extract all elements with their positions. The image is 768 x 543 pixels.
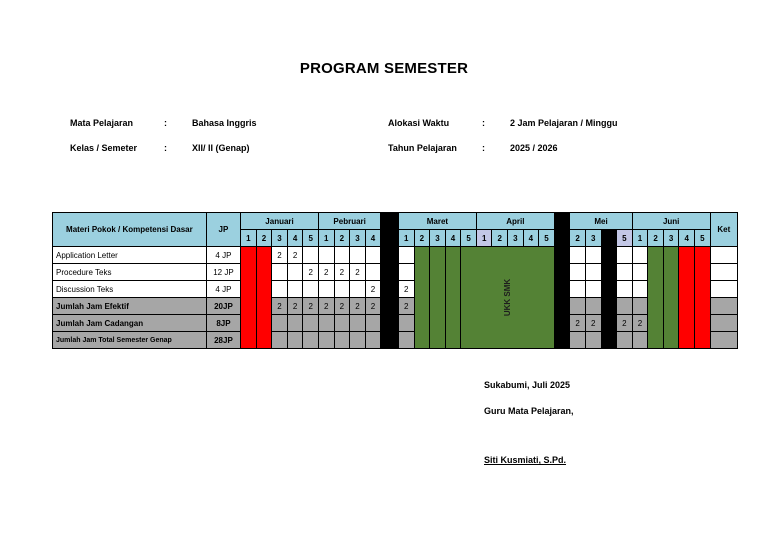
month-april: April	[476, 213, 554, 230]
value-cell	[585, 281, 601, 298]
value-cell	[272, 332, 288, 349]
value-cell	[570, 298, 586, 315]
break-column-3	[601, 230, 617, 349]
jp-cell: 4 JP	[206, 247, 240, 264]
mapel-value: Bahasa Inggris	[192, 118, 257, 128]
value-cell	[617, 264, 633, 281]
ket-cell	[710, 298, 737, 315]
jp-header: JP	[206, 213, 240, 247]
value-cell	[570, 281, 586, 298]
value-cell	[398, 247, 414, 264]
value-cell	[287, 332, 303, 349]
week-cell: 2	[256, 230, 272, 247]
week-cell: 5	[461, 230, 477, 247]
value-cell	[318, 247, 334, 264]
summary-label: Jumlah Jam Efektif	[53, 298, 207, 315]
month-januari: Januari	[241, 213, 319, 230]
holiday-block	[256, 247, 272, 349]
green-block	[663, 247, 679, 349]
value-cell: 2	[334, 298, 350, 315]
ket-cell	[710, 332, 737, 349]
value-cell	[617, 332, 633, 349]
value-cell: 2	[272, 247, 288, 264]
materi-cell: Discussion Teks	[53, 281, 207, 298]
kelas-label: Kelas / Semeter	[70, 143, 138, 153]
value-cell: 2	[585, 315, 601, 332]
green-block	[430, 247, 446, 349]
month-pebruari: Pebruari	[318, 213, 380, 230]
alokasi-value: 2 Jam Pelajaran / Minggu	[510, 118, 618, 128]
value-cell	[585, 247, 601, 264]
holiday-block	[679, 247, 695, 349]
week-cell: 3	[585, 230, 601, 247]
value-cell	[303, 281, 319, 298]
value-cell	[334, 247, 350, 264]
value-cell	[287, 315, 303, 332]
value-cell: 2	[632, 315, 648, 332]
value-cell	[318, 281, 334, 298]
mapel-colon: :	[164, 118, 167, 128]
week-cell: 2	[648, 230, 664, 247]
value-cell	[287, 281, 303, 298]
week-cell: 5	[617, 230, 633, 247]
value-cell	[585, 264, 601, 281]
week-cell: 2	[334, 230, 350, 247]
tahun-value: 2025 / 2026	[510, 143, 558, 153]
value-cell	[365, 264, 381, 281]
week-cell: 4	[679, 230, 695, 247]
value-cell	[334, 281, 350, 298]
week-cell: 3	[350, 230, 366, 247]
value-cell	[287, 264, 303, 281]
value-cell	[570, 332, 586, 349]
tahun-colon: :	[482, 143, 485, 153]
jp-cell: 20JP	[206, 298, 240, 315]
alokasi-label: Alokasi Waktu	[388, 118, 450, 128]
value-cell: 2	[272, 298, 288, 315]
tahun-label: Tahun Pelajaran	[388, 143, 457, 153]
value-cell: 2	[318, 298, 334, 315]
value-cell	[303, 247, 319, 264]
materi-header: Materi Pokok / Kompetensi Dasar	[53, 213, 207, 247]
value-cell: 2	[334, 264, 350, 281]
holiday-block	[695, 247, 711, 349]
value-cell	[318, 332, 334, 349]
week-cell: 1	[476, 230, 492, 247]
week-cell: 4	[287, 230, 303, 247]
value-cell	[334, 332, 350, 349]
value-cell	[632, 264, 648, 281]
value-cell	[617, 298, 633, 315]
materi-cell: Procedure Teks	[53, 264, 207, 281]
green-block	[414, 247, 430, 349]
value-cell: 2	[398, 298, 414, 315]
week-cell: 3	[430, 230, 446, 247]
jp-cell: 28JP	[206, 332, 240, 349]
value-cell	[303, 332, 319, 349]
value-cell	[334, 315, 350, 332]
kelas-value: XII/ II (Genap)	[192, 143, 250, 153]
value-cell	[632, 247, 648, 264]
value-cell	[350, 281, 366, 298]
week-cell: 1	[632, 230, 648, 247]
value-cell	[632, 332, 648, 349]
value-cell: 2	[350, 298, 366, 315]
value-cell: 2	[287, 247, 303, 264]
month-maret: Maret	[398, 213, 476, 230]
alokasi-colon: :	[482, 118, 485, 128]
value-cell	[617, 247, 633, 264]
jp-cell: 4 JP	[206, 281, 240, 298]
ket-cell	[710, 315, 737, 332]
week-cell: 1	[241, 230, 257, 247]
value-cell	[350, 247, 366, 264]
ket-cell	[710, 281, 737, 298]
jp-cell: 12 JP	[206, 264, 240, 281]
week-cell: 3	[508, 230, 524, 247]
value-cell	[272, 315, 288, 332]
value-cell	[570, 264, 586, 281]
month-juni: Juni	[632, 213, 710, 230]
value-cell: 2	[287, 298, 303, 315]
value-cell	[272, 264, 288, 281]
value-cell: 2	[303, 264, 319, 281]
week-cell: 3	[272, 230, 288, 247]
green-block	[648, 247, 664, 349]
week-cell: 4	[365, 230, 381, 247]
green-block	[445, 247, 461, 349]
value-cell: 2	[398, 281, 414, 298]
value-cell	[303, 315, 319, 332]
value-cell: 2	[365, 281, 381, 298]
value-cell	[350, 332, 366, 349]
week-cell: 3	[663, 230, 679, 247]
value-cell: 2	[617, 315, 633, 332]
week-cell: 5	[695, 230, 711, 247]
mapel-label: Mata Pelajaran	[70, 118, 134, 128]
summary-label: Jumlah Jam Total Semester Genap	[53, 332, 207, 349]
sign-name: Siti Kusmiati, S.Pd.	[484, 455, 567, 465]
week-cell: 2	[570, 230, 586, 247]
break-column-1	[381, 213, 399, 349]
value-cell	[398, 264, 414, 281]
value-cell	[365, 247, 381, 264]
value-cell	[350, 315, 366, 332]
summary-label: Jumlah Jam Cadangan	[53, 315, 207, 332]
value-cell	[272, 281, 288, 298]
week-cell: 2	[492, 230, 508, 247]
value-cell	[398, 315, 414, 332]
value-cell	[398, 332, 414, 349]
week-cell: 4	[523, 230, 539, 247]
value-cell: 2	[570, 315, 586, 332]
jp-cell: 8JP	[206, 315, 240, 332]
value-cell	[585, 332, 601, 349]
materi-cell: Application Letter	[53, 247, 207, 264]
break-column-2	[554, 213, 570, 349]
value-cell	[570, 247, 586, 264]
sign-place-date: Sukabumi, Juli 2025	[484, 380, 571, 390]
page-title: PROGRAM SEMESTER	[299, 60, 469, 77]
month-mei: Mei	[570, 213, 632, 230]
week-cell: 5	[539, 230, 555, 247]
value-cell	[365, 315, 381, 332]
week-cell: 1	[318, 230, 334, 247]
value-cell	[365, 332, 381, 349]
value-cell	[585, 298, 601, 315]
ket-cell	[710, 247, 737, 264]
sign-role: Guru Mata Pelajaran,	[484, 406, 574, 416]
holiday-block	[241, 247, 257, 349]
week-cell: 1	[398, 230, 414, 247]
value-cell	[617, 281, 633, 298]
ukk-block	[461, 247, 554, 349]
value-cell	[632, 298, 648, 315]
ket-cell	[710, 264, 737, 281]
value-cell	[318, 315, 334, 332]
week-cell: 2	[414, 230, 430, 247]
value-cell: 2	[350, 264, 366, 281]
value-cell: 2	[318, 264, 334, 281]
week-cell: 5	[303, 230, 319, 247]
value-cell: 2	[365, 298, 381, 315]
week-cell: 4	[445, 230, 461, 247]
value-cell	[632, 281, 648, 298]
schedule-table	[52, 212, 738, 349]
ket-header: Ket	[710, 213, 737, 247]
value-cell: 2	[303, 298, 319, 315]
kelas-colon: :	[164, 143, 167, 153]
ukk-label: UKK SMK	[503, 278, 513, 317]
month-header-row	[53, 213, 738, 230]
